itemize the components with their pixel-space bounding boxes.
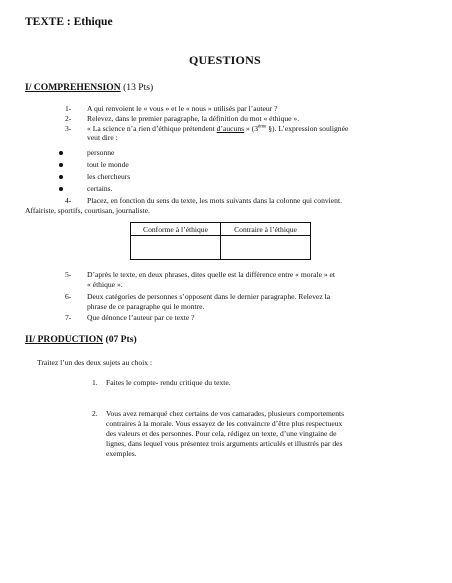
question-7: 7- Que dénonce l’auteur par ce texte ? xyxy=(65,313,195,322)
bullet-icon xyxy=(59,175,63,179)
production-intro: Traitez l’un des deux sujets au choix : xyxy=(37,358,153,367)
subject-1: 1. Faites le compte- rendu critique du texte. xyxy=(92,378,231,387)
question-3: 3- « La science n’a rien d’éthique prétendent d’aucuns » (3ème §). L’expression soulignée xyxy=(65,124,349,133)
option-item: certains. xyxy=(87,184,113,193)
subject-2-line: des valeurs et des personnes. Pour cela, rédigez un texte, d’une vingtaine de xyxy=(106,429,337,438)
subject-2-line: lignes, dans lequel vous présentez trois arguments articulés et illustrés par des xyxy=(106,439,343,448)
subject-2: 2. Vous avez remarqué chez certains de vos camarades, plusieurs comportements xyxy=(92,409,345,418)
option-item: les chercheurs xyxy=(87,172,130,181)
question-5: 5- D’après le texte, en deux phrases, dites quelle est la différence entre « morale » et xyxy=(65,270,336,279)
underlined-expression: d’aucuns xyxy=(216,124,245,133)
subject-2-line: exemples. xyxy=(106,449,137,458)
question-4-words: Affairiste, sportifs, courtisan, journaliste. xyxy=(25,206,150,215)
option-item: personne xyxy=(87,148,114,157)
section-comprehension-points: (13 Pts) xyxy=(123,82,154,93)
question-2: 2- Relevez, dans le premier paragraphe, la définition du mot « éthique ». xyxy=(65,114,300,123)
question-6: 6- Deux catégories de personnes s’opposent dans le dernier paragraphe. Relevez la xyxy=(65,292,331,301)
classification-table xyxy=(130,222,311,260)
question-3-line2: veut dire : xyxy=(87,133,118,142)
bullet-icon xyxy=(59,151,63,155)
question-4: 4- Placez, en fonction du sens du texte, les mots suivants dans la colonne qui convient. xyxy=(65,196,342,205)
question-5-line2: « éthique ». xyxy=(87,280,123,289)
bullet-icon xyxy=(59,163,63,167)
section-production-heading xyxy=(25,334,137,345)
document-title: TEXTE : Ethique xyxy=(25,16,113,28)
question-6-line2: phrase de ce paragraphe qui le montre. xyxy=(87,302,205,311)
table-cell-empty[interactable] xyxy=(131,236,221,260)
bullet-icon xyxy=(59,187,63,191)
option-item: tout le monde xyxy=(87,160,129,169)
subject-2-line: contraires à la morale. Vous essayez de les convaincre d’être plus respectueux xyxy=(106,419,343,428)
table-header-conforme: Conforme à l’éthique xyxy=(131,223,221,236)
questions-heading: QUESTIONS xyxy=(189,53,261,67)
section-comprehension-heading xyxy=(25,82,153,93)
section-production-points: (07 Pts) xyxy=(105,334,137,345)
table-cell-empty[interactable] xyxy=(221,236,311,260)
section-production-label: II/ PRODUCTION xyxy=(25,334,104,345)
table-header-contraire: Contraire à l’éthique xyxy=(221,223,311,236)
question-1: 1- A qui renvoient le « vous » et le « nous » utilisés par l’auteur ? xyxy=(65,104,278,113)
section-comprehension-label: I/ COMPREHENSION xyxy=(25,82,121,93)
